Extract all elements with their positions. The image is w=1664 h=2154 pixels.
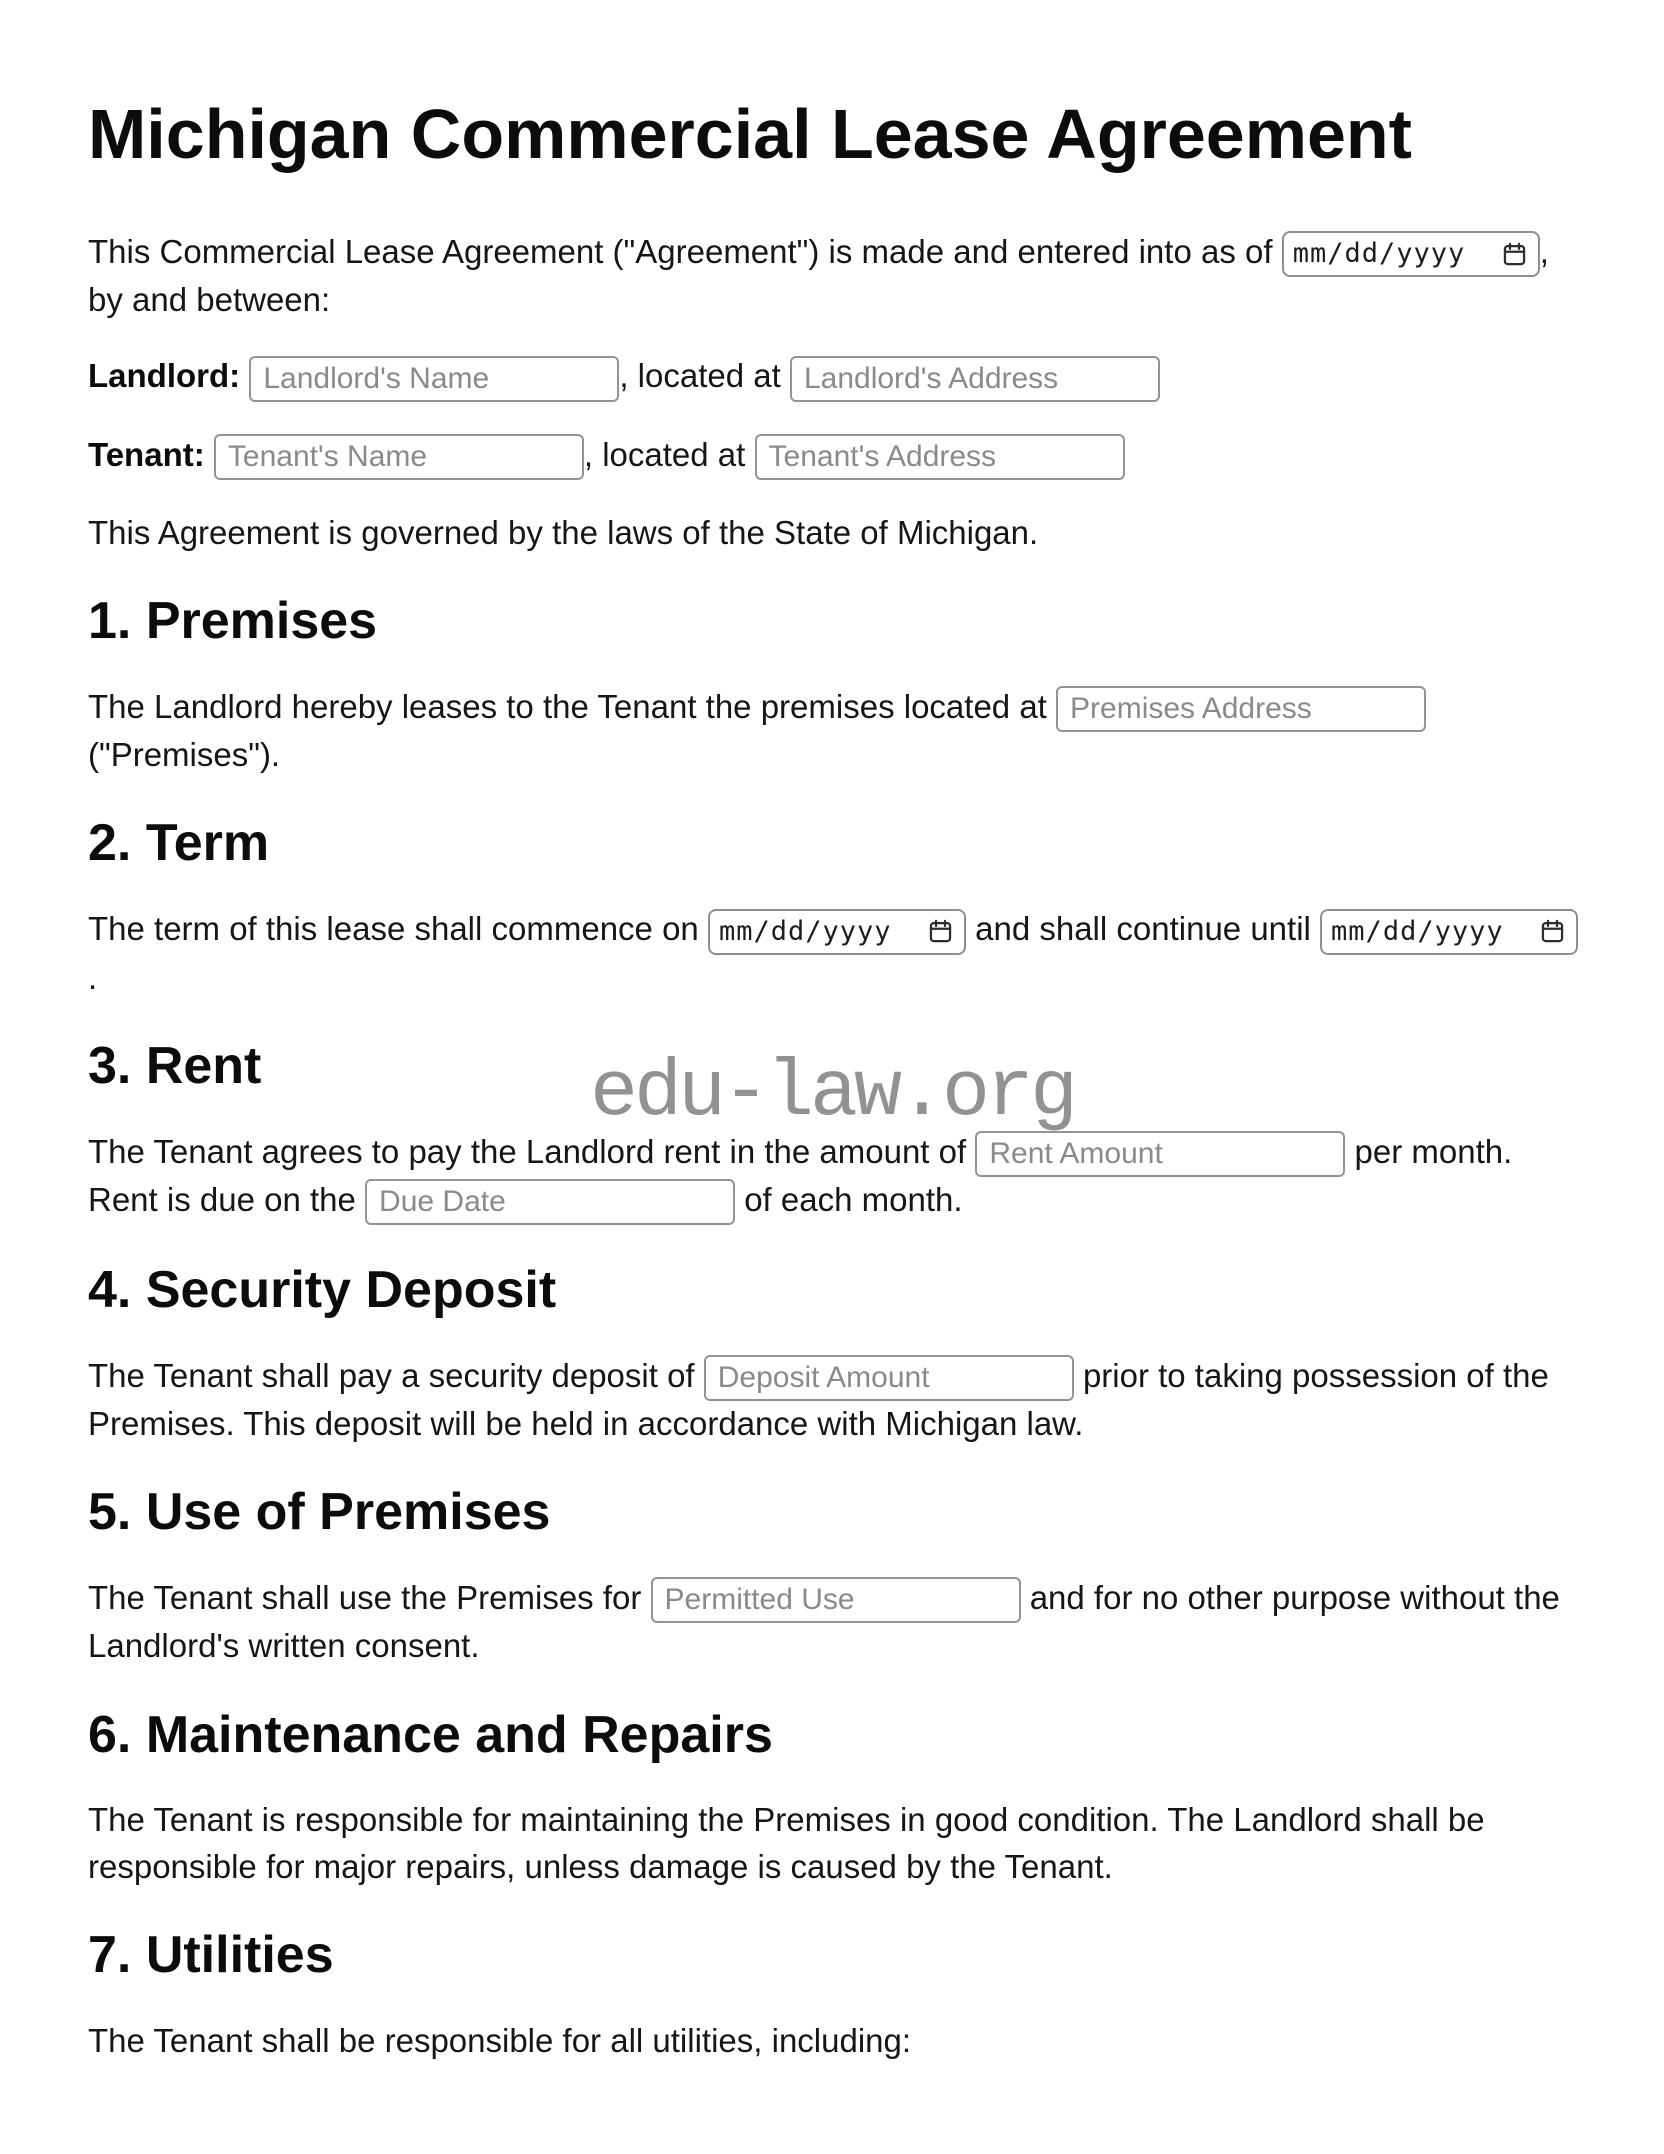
agreement-date-placeholder: mm/dd/yyyy	[1292, 238, 1466, 270]
landlord-located-at-text: , located at	[619, 357, 781, 395]
section-heading-maintenance: 6. Maintenance and Repairs	[88, 1705, 773, 1764]
term-paragraph	[88, 906, 1580, 1000]
rent-text-after: of each month.	[744, 1180, 963, 1218]
rent-text-before: The Tenant agrees to pay the Landlord rent in the amount of	[88, 1132, 967, 1170]
term-end-date-input[interactable]	[1320, 909, 1578, 955]
tenant-located-at-text: , located at	[583, 435, 746, 473]
deposit-text-after: prior to taking possession of the Premises. This deposit will be held in accordance with Michigan law.	[88, 1356, 1549, 1443]
premises-address-input[interactable]	[1056, 686, 1426, 732]
term-start-date-placeholder: mm/dd/yyyy	[718, 915, 892, 947]
intro-text-after-date: , by and between:	[88, 233, 1549, 319]
calendar-icon[interactable]	[1539, 918, 1566, 945]
landlord-address-input[interactable]	[790, 356, 1160, 402]
section-heading-rent: 3. Rent	[88, 1036, 262, 1095]
use-text-before: The Tenant shall use the Premises for	[88, 1579, 642, 1617]
page-title: Michigan Commercial Lease Agreement	[88, 95, 1412, 173]
calendar-icon[interactable]	[927, 918, 954, 945]
deposit-text-before: The Tenant shall pay a security deposit of	[88, 1356, 695, 1394]
premises-text-after: ("Premises").	[88, 736, 281, 774]
deposit-amount-input[interactable]	[704, 1355, 1074, 1401]
term-start-date-input[interactable]	[708, 909, 966, 955]
landlord-name-input[interactable]	[249, 356, 619, 402]
term-text-before: The term of this lease shall commence on	[88, 910, 699, 948]
term-text-middle: and shall continue until	[975, 910, 1311, 948]
section-heading-term: 2. Term	[88, 814, 270, 873]
landlord-label: Landlord:	[88, 357, 241, 395]
tenant-label: Tenant:	[88, 435, 205, 473]
security-deposit-paragraph	[88, 1353, 1580, 1447]
intro-paragraph	[88, 229, 1580, 323]
term-end-date-placeholder: mm/dd/yyyy	[1331, 915, 1504, 947]
premises-paragraph	[88, 684, 1580, 778]
rent-due-date-input[interactable]	[365, 1179, 735, 1225]
maintenance-paragraph: The Tenant is responsible for maintaining the Premises in good condition. The Landlord shall be responsible for major repairs, unless damage is caused by the Tenant.	[88, 1801, 1485, 1885]
section-heading-utilities: 7. Utilities	[88, 1925, 334, 1984]
premises-text-before: The Landlord hereby leases to the Tenant the premises located at	[88, 688, 1047, 726]
rent-paragraph	[88, 1129, 1580, 1226]
section-heading-security-deposit: 4. Security Deposit	[88, 1261, 557, 1320]
landlord-row	[88, 353, 1580, 401]
intro-text-before-date: This Commercial Lease Agreement ("Agreement") is made and entered into as of	[88, 233, 1273, 270]
rent-text-middle: per month. Rent is due on the	[88, 1132, 1513, 1218]
watermark: edu-law.org	[589, 1048, 1075, 1139]
tenant-row	[88, 432, 1580, 480]
tenant-name-input[interactable]	[214, 434, 584, 480]
use-of-premises-paragraph	[88, 1575, 1580, 1669]
agreement-date-input[interactable]	[1282, 231, 1540, 277]
calendar-icon[interactable]	[1501, 241, 1528, 268]
section-heading-premises: 1. Premises	[88, 592, 378, 651]
section-heading-use-of-premises: 5. Use of Premises	[88, 1483, 551, 1542]
term-text-after: .	[88, 958, 98, 996]
permitted-use-input[interactable]	[651, 1577, 1021, 1623]
governing-law-text: This Agreement is governed by the laws of the State of Michigan.	[88, 514, 1039, 552]
rent-amount-input[interactable]	[975, 1131, 1345, 1177]
tenant-address-input[interactable]	[755, 434, 1125, 480]
utilities-paragraph: The Tenant shall be responsible for all utilities, including:	[88, 2021, 912, 2059]
use-text-after: and for no other purpose without the Landlord's written consent.	[88, 1579, 1560, 1665]
